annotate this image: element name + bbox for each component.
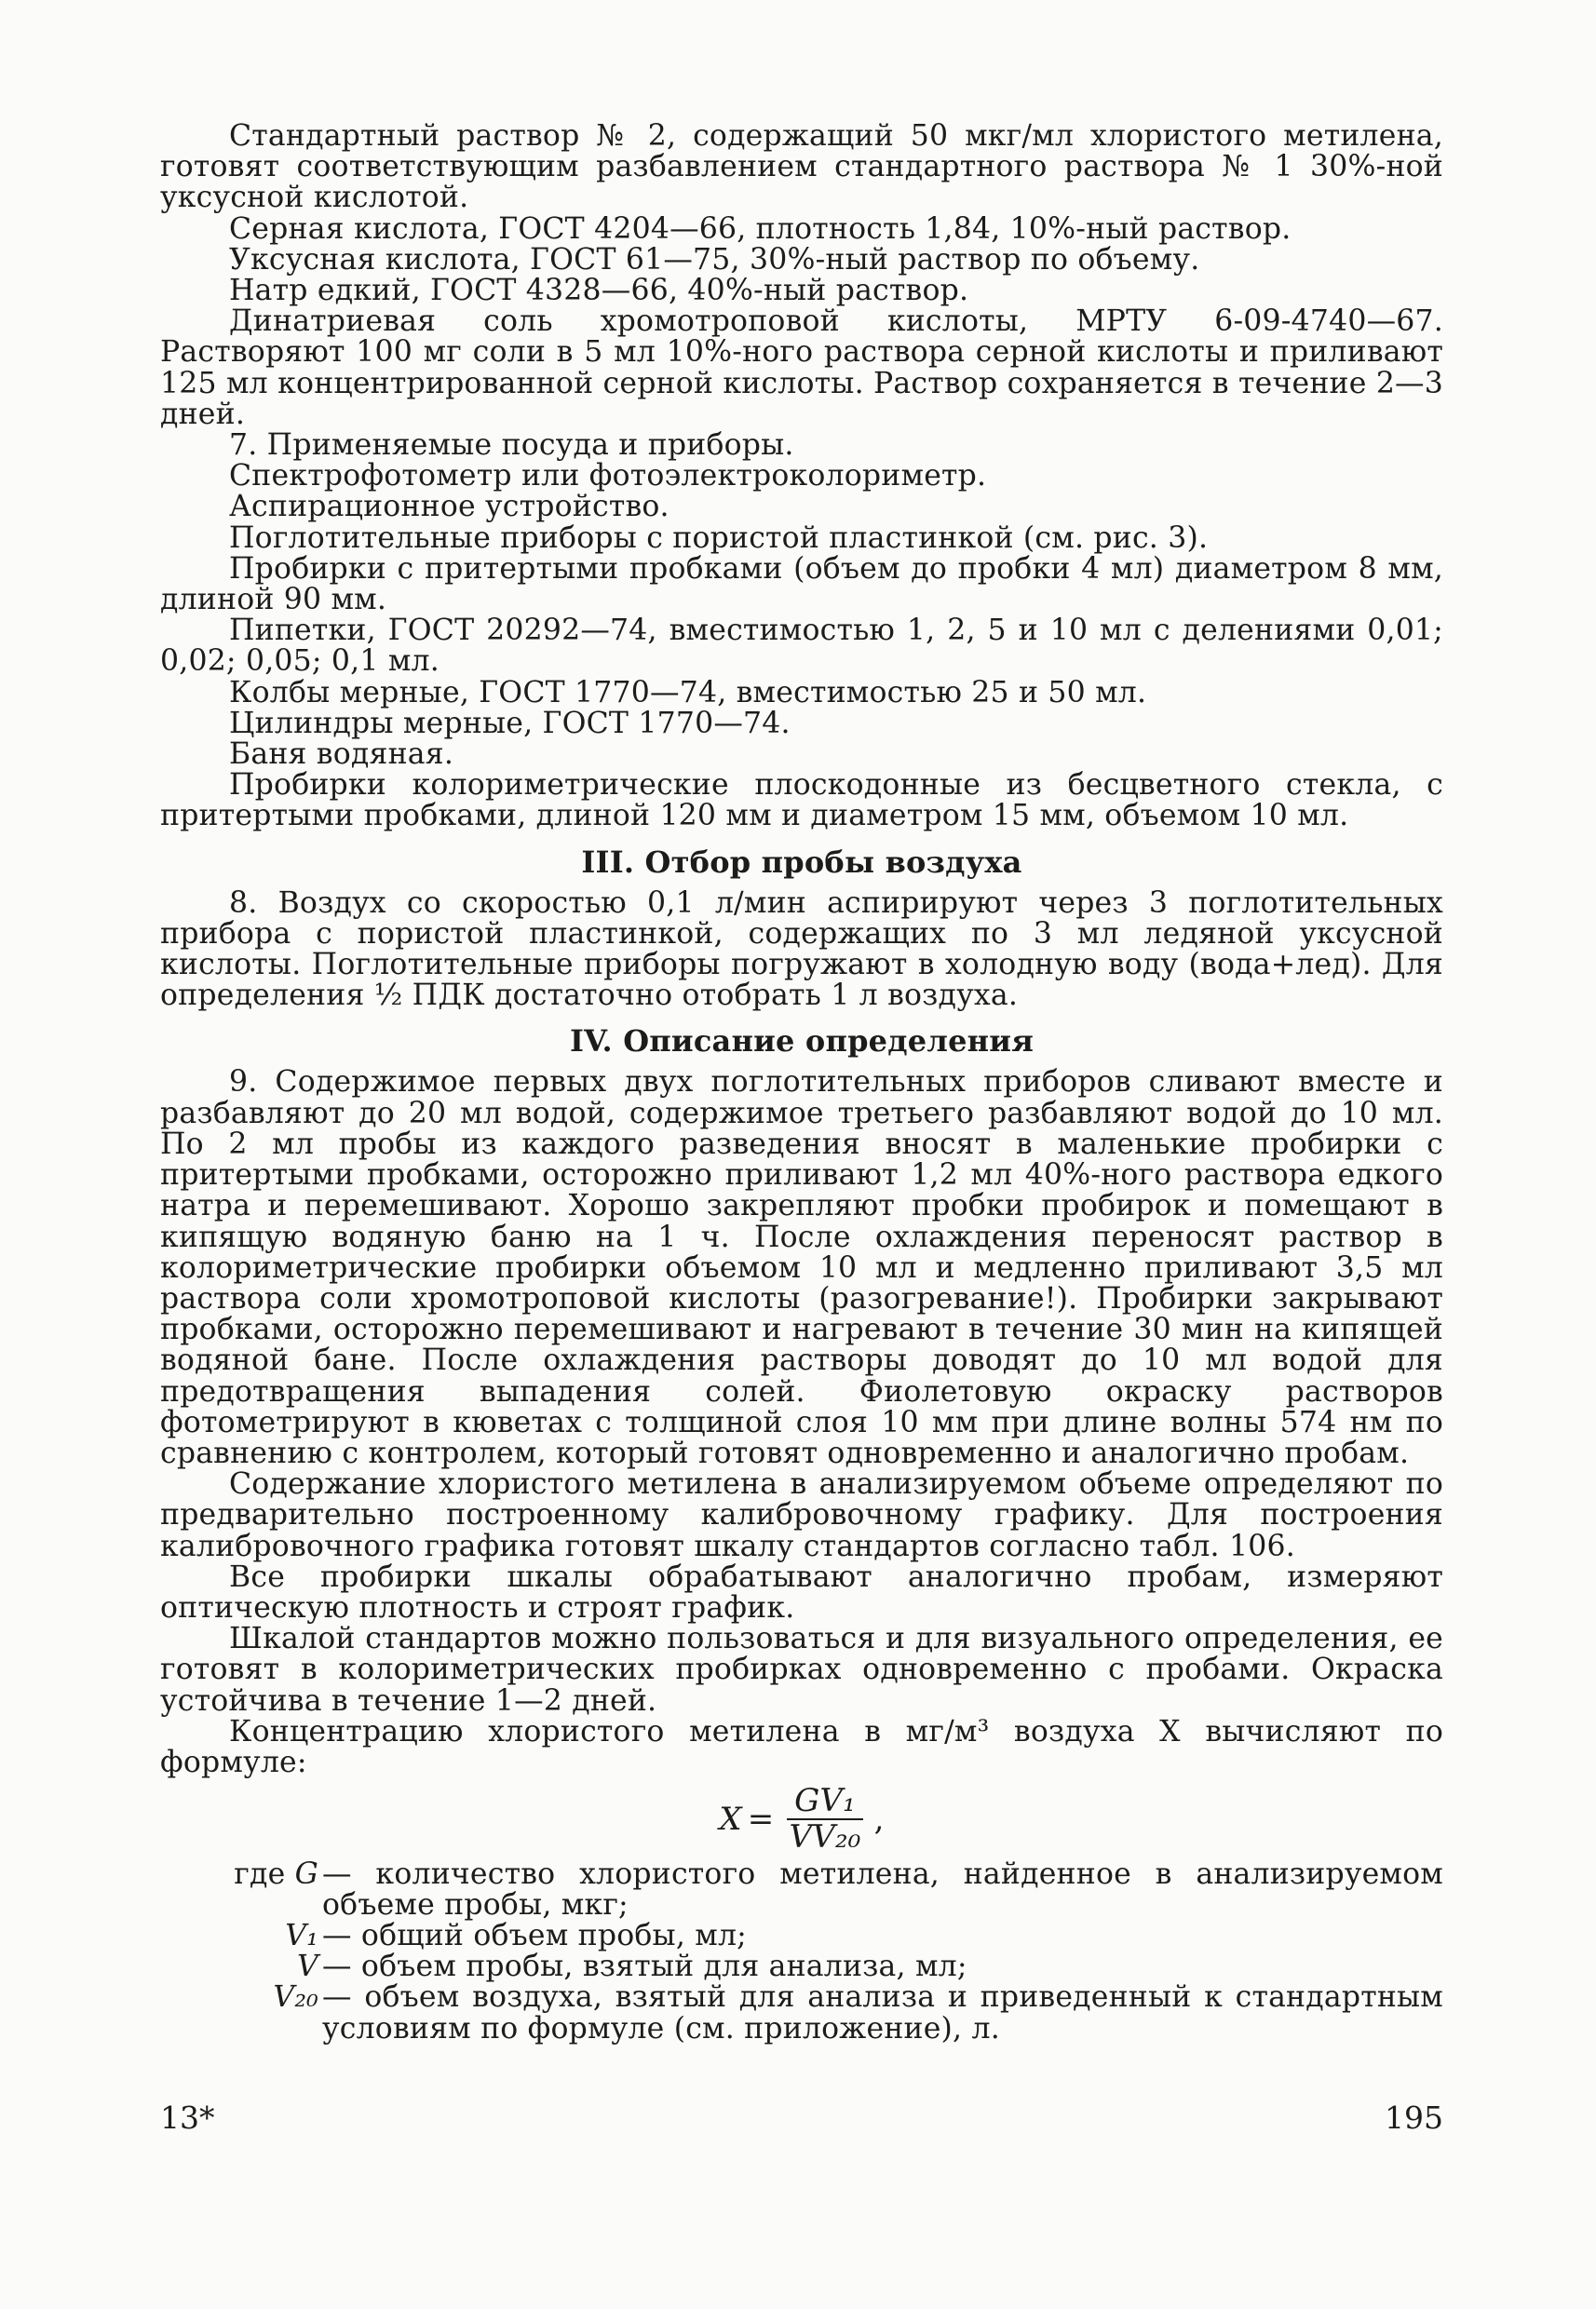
variable-definitions [160, 1859, 1443, 2045]
definition-text: — количество хлористого метилена, найденное в анализируемом объеме пробы, мкг; [322, 1857, 1443, 1922]
paragraph: Содержание хлористого метилена в анализируемом объеме определяют по предварительно построенному калибровочному графику. Для построения калибровочного графика готовят шкалу стандартов согласно табл. 106. [160, 1467, 1443, 1563]
definition-symbol-cell [160, 1918, 322, 1952]
paragraph: Натр едкий, ГОСТ 4328—66, 40%-ный раствор. [229, 274, 969, 308]
definition-row [160, 1951, 1443, 1982]
definition-text: — общий объем пробы, мл; [322, 1918, 747, 1952]
page-number: 195 [1385, 2100, 1443, 2136]
formula-numerator: GV₁ [787, 1786, 863, 1820]
paragraph: Пробирки колориметрические плоскодонные из бесцветного стекла, с притертыми пробками, длиной 120 мм и диаметром 15 мм, объемом 10 мл. [160, 768, 1443, 833]
definition-symbol-cell [160, 1859, 322, 1921]
definition-text: — объем пробы, взятый для анализа, мл; [322, 1950, 967, 1984]
definition-row [160, 1918, 1443, 1952]
reagents-and-equipment-block [160, 121, 1443, 832]
formula-denominator: VV₂₀ [789, 1818, 861, 1857]
definition-lead: где [234, 1857, 286, 1891]
concentration-formula [160, 1782, 1443, 1857]
paragraph: Динатриевая соль хромотроповой кислоты, МРТУ 6-09-4740—67. Растворяют 100 мг соли в 5 мл 10%-ного раствора серной кислоты и приливают 125 мл концентрированной серной кислоты. Раствор сохраняется в течение 2—3 дней. [160, 304, 1443, 431]
definition-symbol: V₁ [285, 1918, 318, 1952]
formula-fraction [781, 1782, 868, 1857]
paragraph: Стандартный раствор № 2, содержащий 50 мкг/мл хлористого метилена, готовят соответствующим разбавлением стандартного раствора № 1 30%-ной уксусной кислотой. [160, 119, 1443, 215]
definition-symbol-cell [160, 1951, 322, 1982]
paragraph: 7. Применяемые посуда и приборы. [229, 428, 794, 463]
formula-tail: , [873, 1800, 885, 1838]
paragraph: Аспирационное устройство. [229, 490, 670, 524]
definition-row [160, 1982, 1443, 2044]
formula-equals: = [747, 1800, 775, 1838]
paragraph: Уксусная кислота, ГОСТ 61—75, 30%-ный раствор по объему. [229, 242, 1200, 277]
section-heading: III. Отбор пробы воздуха [581, 844, 1022, 880]
paragraph: 8. Воздух со скоростью 0,1 л/мин аспирируют через 3 поглотительных прибора с пористой пластинкой, содержащих по 3 мл ледяной уксусной кислоты. Поглотительные приборы погружают в холодную воду (вода+лед). Для определения ½ ПДК достаточно отобрать 1 л воздуха. [160, 885, 1443, 1013]
definition-text: — объем воздуха, взятый для анализа и приведенный к стандартным условиям по формуле (см. приложение), л. [322, 1980, 1443, 2046]
section-heading: IV. Описание определения [569, 1023, 1035, 1060]
definition-symbol: V [297, 1950, 318, 1984]
page-content [160, 121, 1443, 2045]
paragraph: 9. Содержимое первых двух поглотительных приборов сливают вместе и разбавляют до 20 мл водой, содержимое третьего разбавляют водой до 10 мл. По 2 мл пробы из каждого разведения вносят в маленькие пробирки с притертыми пробками, осторожно приливают 1,2 мл 40%-ного раствора едкого натра и перемешивают. Хорошо закрепляют пробки пробирок и помещают в кипящую водяную баню на 1 ч. После охлаждения переносят раствор в колориметрические пробирки объемом 10 мл и медленно приливают 3,5 мл раствора соли хромотроповой кислоты (разогревание!). Пробирки закрывают пробками, осторожно перемешивают и нагревают в течение 30 мин на кипящей водяной бане. После охлаждения растворы доводят до 10 мл водой для предотвращения выпадения солей. Фиолетовую окраску растворов фотометрируют в кюветах с толщиной слоя 10 мм при длине волны 574 нм по сравнению с контролем, который готовят одновременно и аналогично пробам. [160, 1065, 1443, 1470]
section-determination [160, 1024, 1443, 1778]
formula-lhs: X [719, 1800, 742, 1838]
definition-row [160, 1859, 1443, 1921]
paragraph: Пробирки с притертыми пробками (объем до пробки 4 мл) диаметром 8 мм, длиной 90 мм. [160, 551, 1443, 617]
section-air-sampling [160, 845, 1443, 1012]
page-footer [160, 2100, 1443, 2136]
definition-symbol: G [294, 1857, 318, 1891]
paragraph: Шкалой стандартов можно пользоваться и для визуального определения, ее готовят в колориметрических пробирках одновременно с пробами. Окраска устойчива в течение 1—2 дней. [160, 1622, 1443, 1718]
paragraph: Серная кислота, ГОСТ 4204—66, плотность 1,84, 10%-ный раствор. [229, 211, 1292, 246]
paragraph: Все пробирки шкалы обрабатывают аналогично пробам, измеряют оптическую плотность и строят график. [160, 1560, 1443, 1625]
signature-mark: 13* [160, 2100, 215, 2136]
paragraph: Поглотительные приборы с пористой пластинкой (см. рис. 3). [229, 520, 1209, 555]
paragraph: Колбы мерные, ГОСТ 1770—74, вместимостью 25 и 50 мл. [229, 675, 1147, 709]
definition-symbol-cell [160, 1982, 322, 2044]
paragraph: Пипетки, ГОСТ 20292—74, вместимостью 1, 2, 5 и 10 мл с делениями 0,01; 0,02; 0,05; 0,1 мл. [160, 614, 1443, 679]
paragraph: Концентрацию хлористого метилена в мг/м³ воздуха X вычисляют по формуле: [160, 1714, 1443, 1779]
paragraph: Баня водяная. [229, 737, 454, 772]
definition-symbol: V₂₀ [273, 1980, 318, 2015]
paragraph: Спектрофотометр или фотоэлектроколориметр. [229, 459, 987, 493]
paragraph: Цилиндры мерные, ГОСТ 1770—74. [229, 706, 791, 740]
